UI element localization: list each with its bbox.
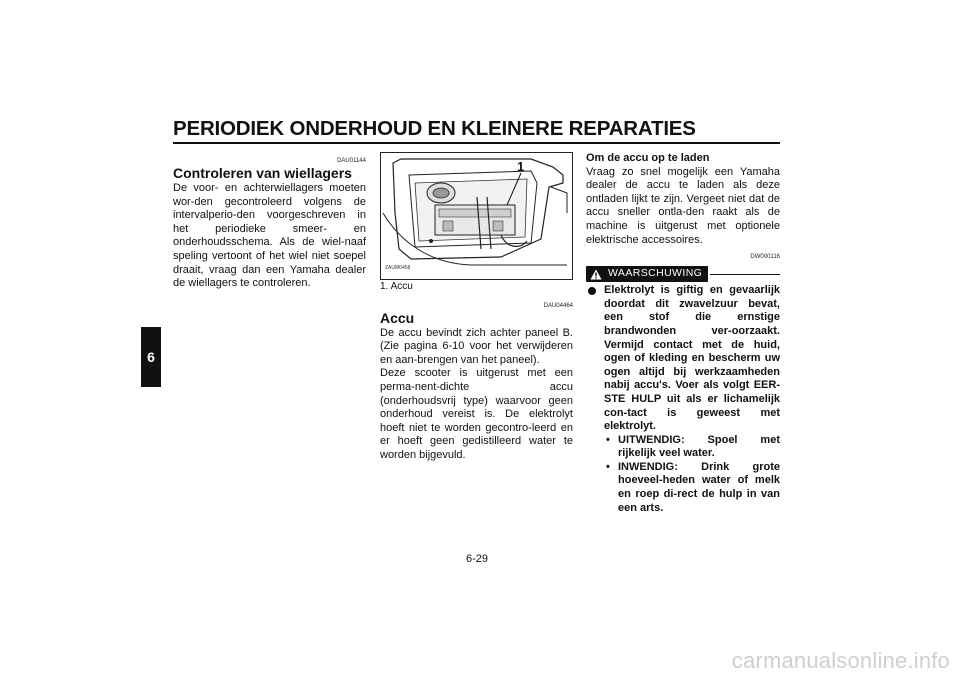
list-item <box>606 461 780 515</box>
watermark: carmanualsonline.info <box>731 648 950 673</box>
warning-code: DW000116 <box>750 254 780 261</box>
wheel-bearings-text: De voor- en achterwiellagers moeten wor-den gecontroleerd volgens de intervalperio-den voorgeschreven in het periodieke smeer- en onderhoudsschema. Als de wiel-naaf speling vertoont of het wiel niet soepel draait, vraag dan een Yamaha dealer de wiellagers te controleren. <box>173 182 366 290</box>
warning-list <box>586 284 780 515</box>
section-code: DAU01144 <box>337 158 366 164</box>
page-title: PERIODIEK ONDERHOUD EN KLEINERE REPARATIES <box>173 117 696 140</box>
charging-heading: Om de accu op te laden <box>586 152 710 164</box>
battery-location-text: De accu bevindt zich achter paneel B. (Zie pagina 6-10 voor het verwijderen en aan-brengen van het paneel). <box>380 326 573 366</box>
battery-maintenance-text: Deze scooter is uitgerust met een perma-nent-dichte accu (onderhoudsvrij type) waarvoor geen onderhoud vereist is. De elektrolyt hoeft niet te worden gecontro-leerd en er hoeft geen gedistilleerd water te worden bijgevuld. <box>380 367 573 461</box>
figure-code: ZAUM0458 <box>385 265 411 272</box>
charging-text: Vraag zo snel mogelijk een Yamaha dealer de accu te laden als deze ontladen lijkt te zijn. Vergeet niet dat de accu sneller ontla-den raakt als de machine is uitgerust met optionele elektrische accessoires. <box>586 165 780 246</box>
title-rule <box>173 142 780 144</box>
column-left <box>173 157 366 291</box>
section-heading-wheel-bearings: Controleren van wiellagers <box>173 165 352 181</box>
warning-header <box>586 266 780 282</box>
warning-bullet-text: Elektrolyt is giftig en gevaarlijk doordat dit zwavelzuur bevat, een stof die ernstige brandwonden ver-oorzaakt. Vermijd contact met de huid, ogen of kleding en bescherm uw ogen altijd bij werkzaamheden nabij accu's. Voer als volgt EER-STE HULP uit als er lichamelijk con-tact is geweest met elektrolyt. <box>604 284 780 433</box>
list-item <box>586 284 780 434</box>
warning-label: WAARSCHUWING <box>608 267 703 280</box>
first-aid-external: UITWENDIG: Spoel met rijkelijk veel water. <box>618 433 780 460</box>
sub-bullet-marker: • <box>606 460 610 473</box>
callout-number-1: 1 <box>517 159 525 174</box>
column-right <box>586 152 780 515</box>
first-aid-internal: INWENDIG: Drink grote hoeveel-heden water of melk en roep di-rect de hulp in van een arts. <box>618 460 780 514</box>
figure-caption: 1. Accu <box>380 281 413 292</box>
warning-triangle-icon <box>590 269 602 280</box>
section-code: DAU04464 <box>543 302 573 309</box>
warning-badge <box>586 266 708 282</box>
bullet-icon <box>588 287 596 295</box>
battery-figure <box>380 152 573 280</box>
page-number: 6-29 <box>466 553 489 565</box>
battery-illustration <box>381 153 572 279</box>
warning-rule <box>710 274 780 275</box>
chapter-tab: 6 <box>141 327 161 387</box>
section-heading-battery: Accu <box>380 309 415 326</box>
sub-bullet-marker: • <box>606 433 610 446</box>
column-middle <box>380 152 573 463</box>
list-item <box>606 434 780 461</box>
